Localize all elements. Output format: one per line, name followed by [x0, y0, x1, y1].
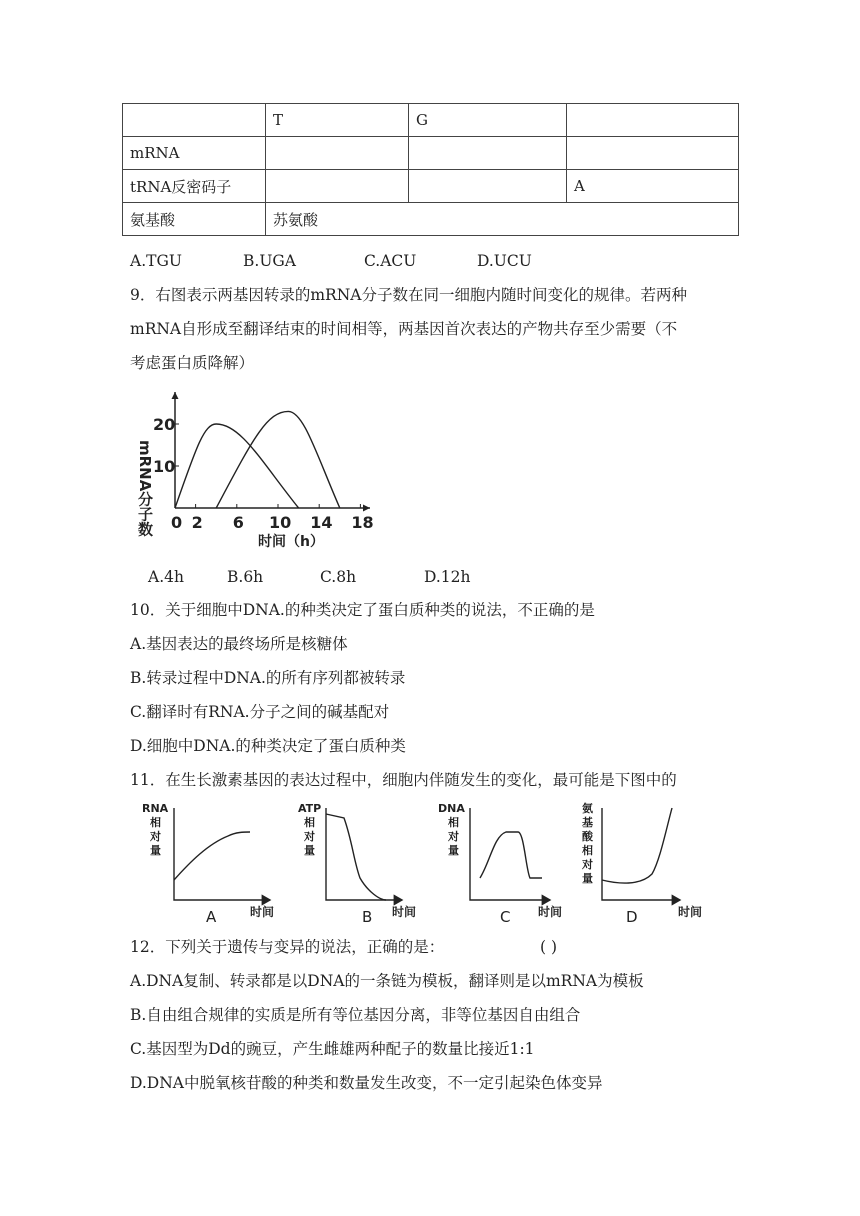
x-tick-label: 6 — [232, 513, 244, 532]
panel-a-ylabel: 相 — [150, 816, 161, 829]
q11-stem: 11．在生长激素基因的表达过程中，细胞内伴随发生的变化，最可能是下图中的 — [130, 771, 677, 789]
panel-c-letter: C — [500, 908, 511, 926]
panel-d-xlabel: 时间 — [678, 905, 703, 919]
x-tick-label: 10 — [269, 513, 292, 532]
answer-bracket: ( ) — [540, 938, 558, 956]
q8-option-c[interactable]: C.ACU — [364, 252, 417, 270]
table-cell — [409, 137, 567, 170]
panel-b-ylabel: 量 — [304, 844, 315, 857]
table-row — [123, 170, 739, 203]
panel-a-ylabel: 量 — [150, 844, 161, 857]
table-cell — [409, 170, 567, 203]
q12-option-c[interactable]: C.基因型为Dd的豌豆，产生雌雄两种配子的数量比接近1:1 — [130, 1040, 535, 1058]
panel-d-ylabel: 相 — [582, 844, 593, 857]
panel-c-ylabel: DNA — [438, 802, 465, 815]
mrna-time-chart — [125, 380, 385, 555]
panel-b-letter: B — [362, 908, 373, 926]
panel-d-ylabel: 基 — [582, 816, 593, 829]
q9-option-c[interactable]: C.8h — [320, 568, 357, 586]
table-row — [123, 137, 739, 170]
panel-c-ylabel: 量 — [448, 844, 459, 857]
x-tick-label: 14 — [310, 513, 333, 532]
panel-a-ylabel: RNA — [142, 802, 169, 815]
q10-option-a[interactable]: A.基因表达的最终场所是核糖体 — [130, 635, 348, 653]
q10-stem: 10．关于细胞中DNA.的种类决定了蛋白质种类的说法，不正确的是 — [130, 601, 595, 619]
table-cell: T — [266, 104, 409, 137]
y-axis-arrow — [172, 392, 179, 399]
panel-d-ylabel: 对 — [582, 858, 593, 871]
panel-a-ylabel: 对 — [150, 830, 161, 843]
panel-b-ylabel: 相 — [304, 816, 315, 829]
table-cell — [266, 170, 409, 203]
panel-b-ylabel: ATP — [298, 802, 322, 815]
table-cell — [266, 137, 409, 170]
x-axis-arrow — [363, 505, 370, 512]
q9-stem-line-1: 9．右图表示两基因转录的mRNA分子数在同一细胞内随时间变化的规律。若两种 — [130, 286, 687, 304]
y-tick-label: 20 — [153, 415, 176, 434]
x-tick-label: 18 — [351, 513, 374, 532]
q8-option-d[interactable]: D.UCU — [477, 252, 532, 270]
x-axis-label: 时间（h） — [258, 534, 324, 550]
q12-option-a[interactable]: A.DNA复制、转录都是以DNA的一条链为模板，翻译则是以mRNA为模板 — [130, 972, 644, 990]
table-row — [123, 104, 739, 137]
q12-stem: 12．下列关于遗传与变异的说法，正确的是： — [130, 938, 445, 956]
q9-stem-line-2: mRNA自形成至翻译结束的时间相等，两基因首次表达的产物共存至少需要（不 — [130, 320, 678, 338]
panel-d-letter: D — [626, 908, 638, 926]
table-cell — [123, 104, 266, 137]
table-cell: 氨基酸 — [123, 203, 266, 236]
q9-option-b[interactable]: B.6h — [227, 568, 264, 586]
table-cell — [567, 137, 739, 170]
panel-a-xlabel: 时间 — [250, 905, 275, 919]
q12-option-b[interactable]: B.自由组合规律的实质是所有等位基因分离，非等位基因自由组合 — [130, 1006, 581, 1024]
q9-stem-line-3: 考虑蛋白质降解） — [130, 354, 255, 372]
table-row — [123, 203, 739, 236]
table-cell — [567, 104, 739, 137]
q8-option-a[interactable]: A.TGU — [130, 252, 182, 270]
panel-c-ylabel: 相 — [448, 816, 459, 829]
q9-option-d[interactable]: D.12h — [424, 568, 471, 586]
x-tick-label: 2 — [191, 513, 203, 532]
q12-option-d[interactable]: D.DNA中脱氧核苷酸的种类和数量发生改变，不一定引起染色体变异 — [130, 1074, 603, 1092]
panel-b-ylabel: 对 — [304, 830, 315, 843]
y-axis-label: mRNA分子数 — [136, 440, 154, 537]
table-cell: 苏氨酸 — [266, 203, 739, 236]
q9-option-a[interactable]: A.4h — [148, 568, 184, 586]
table-cell: G — [409, 104, 567, 137]
panel-a-letter: A — [206, 908, 217, 926]
x-tick-label: 0 — [171, 513, 183, 532]
panel-d-ylabel: 量 — [582, 872, 593, 885]
panel-c-xlabel: 时间 — [538, 905, 563, 919]
table-cell: mRNA — [123, 137, 266, 170]
panel-d-ylabel: 氨 — [582, 802, 593, 815]
table-cell: A — [567, 170, 739, 203]
q10-option-c[interactable]: C.翻译时有RNA.分子之间的碱基配对 — [130, 703, 390, 721]
codon-table — [122, 103, 739, 236]
q10-option-d[interactable]: D.细胞中DNA.的种类决定了蛋白质种类 — [130, 737, 406, 755]
panel-d-ylabel: 酸 — [582, 830, 593, 843]
y-tick-label: 10 — [153, 457, 176, 476]
q8-option-b[interactable]: B.UGA — [243, 252, 296, 270]
panel-b-xlabel: 时间 — [392, 905, 417, 919]
q11-graphs — [140, 800, 720, 928]
q10-option-b[interactable]: B.转录过程中DNA.的所有序列都被转录 — [130, 669, 406, 687]
table-cell: tRNA反密码子 — [123, 170, 266, 203]
series-line-2 — [216, 411, 340, 508]
panel-c-ylabel: 对 — [448, 830, 459, 843]
series-line-1 — [175, 424, 299, 508]
